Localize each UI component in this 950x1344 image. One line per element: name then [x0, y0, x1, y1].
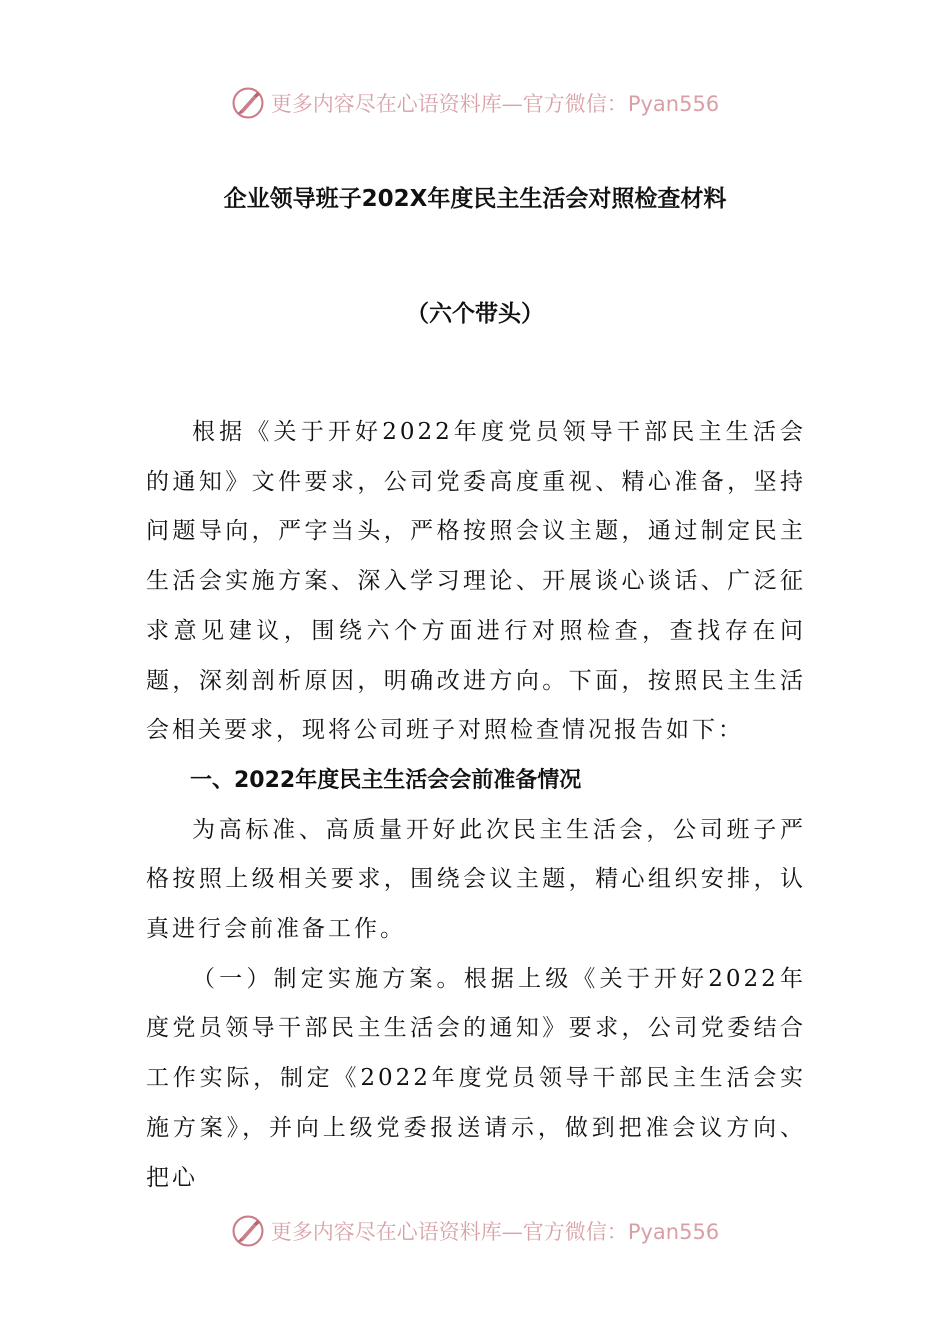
watermark-wechat-id: Pyan556 [627, 92, 720, 116]
section-paragraph: 为高标准、高质量开好此次民主生活会，公司班子严格按照上级相关要求，围绕会议主题，精心组织安排，认真进行会前准备工作。 [146, 816, 806, 943]
watermark-text: 更多内容尽在心语资料库—官方微信：Pyan556 [270, 92, 720, 116]
watermark-wechat-id: Pyan556 [627, 1220, 720, 1244]
section-heading: 一、2022年度民主生活会会前准备情况 [190, 767, 582, 793]
pen-nib-logo-icon [231, 1214, 265, 1248]
intro-paragraph: 根据《关于开好2022年度党员领导干部民主生活会的通知》文件要求，公司党委高度重视、精心准备，坚持问题导向，严字当头，严格按照会议主题，通过制定民主生活会实施方案、深入学习理论、开展谈心谈话、广泛征求意见建议，围绕六个方面进行对照检查，查找存在问题，深刻剖析原因，明确改进方向。下面，按照民主生活会相关要求，现将公司班子对照检查情况报告如下： [146, 419, 806, 744]
document-title: 企业领导班子202X年度民主生活会对照检查材料 [223, 186, 727, 212]
watermark-header [0, 83, 950, 123]
pen-nib-logo-icon [231, 86, 265, 120]
watermark-text: 更多内容尽在心语资料库—官方微信：Pyan556 [270, 1220, 720, 1244]
document-body [146, 408, 806, 1203]
watermark-footer [0, 1211, 950, 1251]
subsection-paragraph: （一）制定实施方案。根据上级《关于开好2022年度党员领导干部民主生活会的通知》要求，公司党委结合工作实际，制定《2022年度党员领导干部民主生活会实施方案》，并向上级党委报送请示，做到把准会议方向、把心 [146, 965, 806, 1191]
document-subtitle: （六个带头） [406, 301, 544, 327]
